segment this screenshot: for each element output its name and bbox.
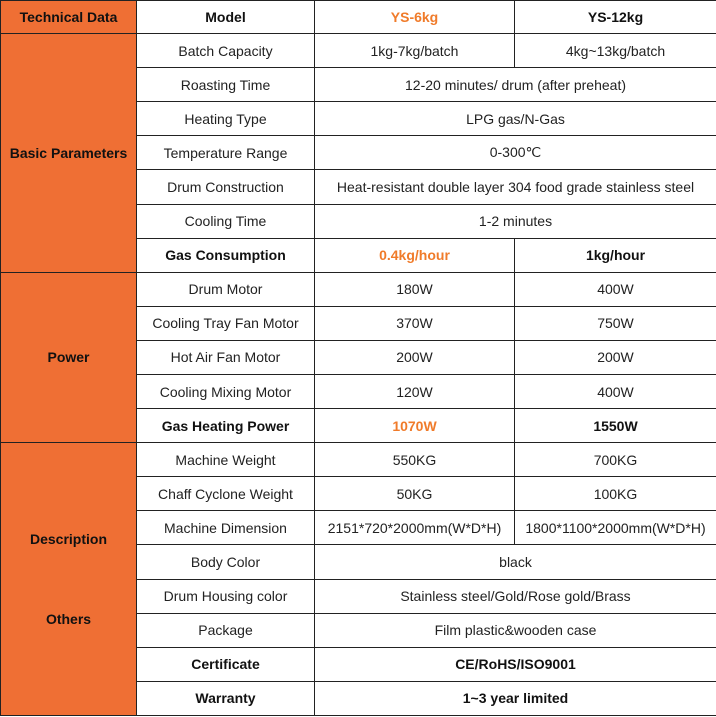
row-label: Warranty bbox=[137, 681, 315, 715]
table-row bbox=[1, 34, 716, 68]
row-label: Batch Capacity bbox=[137, 34, 315, 68]
row-label: Drum Motor bbox=[137, 272, 315, 306]
cell-value: Film plastic&wooden case bbox=[315, 613, 716, 647]
model-header: Model bbox=[137, 1, 315, 34]
cell-value: 1550W bbox=[515, 409, 716, 443]
cell-value: 12-20 minutes/ drum (after preheat) bbox=[315, 68, 716, 102]
category-power: Power bbox=[1, 272, 137, 442]
row-label: Heating Type bbox=[137, 102, 315, 136]
cell-value: 1070W bbox=[315, 409, 515, 443]
row-label: Chaff Cyclone Weight bbox=[137, 477, 315, 511]
row-label: Machine Dimension bbox=[137, 511, 315, 545]
cell-value: 120W bbox=[315, 375, 515, 409]
cell-value: CE/RoHS/ISO9001 bbox=[315, 647, 716, 681]
cell-value: 200W bbox=[315, 340, 515, 374]
cell-value: black bbox=[315, 545, 716, 579]
cell-value: 50KG bbox=[315, 477, 515, 511]
row-label: Cooling Tray Fan Motor bbox=[137, 306, 315, 340]
cell-value: 100KG bbox=[515, 477, 716, 511]
row-label: Certificate bbox=[137, 647, 315, 681]
cell-value: 180W bbox=[315, 272, 515, 306]
category-description: Description bbox=[29, 531, 107, 548]
cell-value: 2151*720*2000mm(W*D*H) bbox=[315, 511, 515, 545]
cell-value: 370W bbox=[315, 306, 515, 340]
row-label: Drum Construction bbox=[137, 170, 315, 204]
cell-value: 0-300℃ bbox=[315, 136, 716, 170]
row-label: Cooling Time bbox=[137, 204, 315, 238]
ys-6kg-header: YS-6kg bbox=[315, 1, 515, 34]
table-row bbox=[1, 443, 716, 477]
cell-value: Heat-resistant double layer 304 food grade stainless steel bbox=[315, 170, 716, 204]
row-label: Gas Consumption bbox=[137, 238, 315, 272]
cell-value: 1kg/hour bbox=[515, 238, 716, 272]
cell-value: 1~3 year limited bbox=[315, 681, 716, 715]
ys-12kg-header: YS-12kg bbox=[515, 1, 716, 34]
row-label: Machine Weight bbox=[137, 443, 315, 477]
cell-value: 1800*1100*2000mm(W*D*H) bbox=[515, 511, 716, 545]
header-row bbox=[1, 1, 716, 34]
row-label: Temperature Range bbox=[137, 136, 315, 170]
cell-value: 550KG bbox=[315, 443, 515, 477]
technical-data-header: Technical Data bbox=[1, 1, 137, 34]
cell-value: 1-2 minutes bbox=[315, 204, 716, 238]
cell-value: 200W bbox=[515, 340, 716, 374]
category-others: Others bbox=[45, 611, 92, 628]
category-description-others bbox=[1, 443, 137, 716]
cell-value: Stainless steel/Gold/Rose gold/Brass bbox=[315, 579, 716, 613]
row-label: Hot Air Fan Motor bbox=[137, 340, 315, 374]
table-row bbox=[1, 272, 716, 306]
cell-value: 1kg-7kg/batch bbox=[315, 34, 515, 68]
cell-value: 4kg~13kg/batch bbox=[515, 34, 716, 68]
row-label: Drum Housing color bbox=[137, 579, 315, 613]
cell-value: 750W bbox=[515, 306, 716, 340]
category-basic-parameters: Basic Parameters bbox=[1, 34, 137, 273]
row-label: Gas Heating Power bbox=[137, 409, 315, 443]
cell-value: 400W bbox=[515, 272, 716, 306]
row-label: Package bbox=[137, 613, 315, 647]
row-label: Cooling Mixing Motor bbox=[137, 375, 315, 409]
cell-value: LPG gas/N-Gas bbox=[315, 102, 716, 136]
row-label: Body Color bbox=[137, 545, 315, 579]
row-label: Roasting Time bbox=[137, 68, 315, 102]
cell-value: 700KG bbox=[515, 443, 716, 477]
cell-value: 0.4kg/hour bbox=[315, 238, 515, 272]
cell-value: 400W bbox=[515, 375, 716, 409]
